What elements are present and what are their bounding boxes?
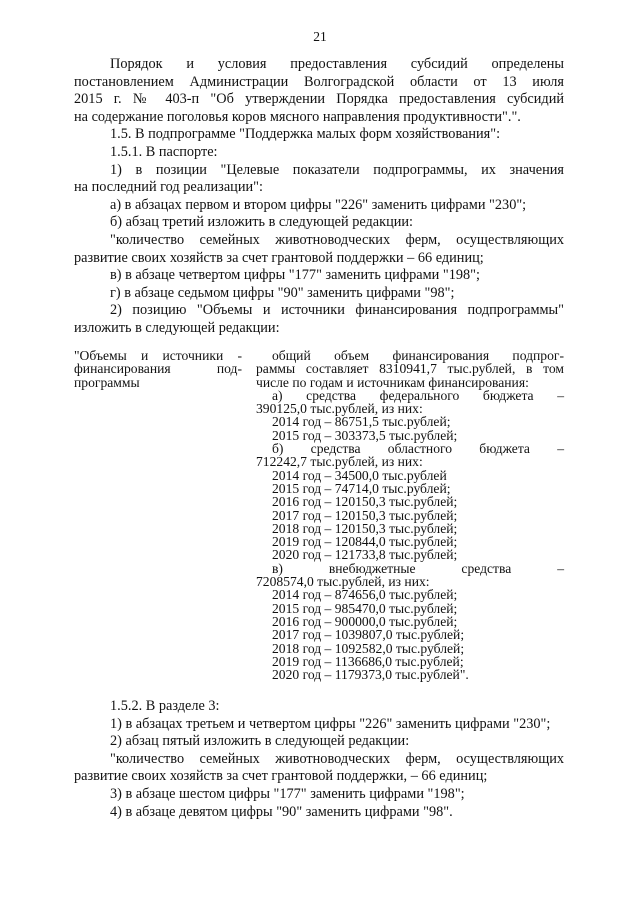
federal-funds-line: 390125,0 тыс.рублей, из них: xyxy=(256,401,423,417)
table-label-line: программы xyxy=(74,374,140,390)
table-text-line: общий объем финансирования подпрог- xyxy=(272,348,564,363)
year-row: 2014 год – 34500,0 тыс.рублей xyxy=(272,467,447,483)
quote-line: развитие своих хозяйств за счет грантовой поддержки, – 66 единиц; xyxy=(74,768,488,785)
year-row: 2015 год – 74714,0 тыс.рублей; xyxy=(272,480,451,496)
paragraph-line: на содержание поголовья коров мясного направления продуктивности".". xyxy=(74,108,521,125)
quote-line: "количество семейных животноводческих ферм, осуществляющих xyxy=(110,750,564,767)
year-row: 2015 год – 985470,0 тыс.рублей; xyxy=(272,600,458,616)
extrabudgetary-funds-line: в) внебюджетные средства – xyxy=(272,560,564,576)
year-row: 2017 год – 120150,3 тыс.рублей; xyxy=(272,507,458,523)
year-row: 2020 год – 121733,8 тыс.рублей; xyxy=(272,547,458,563)
paragraph-line: Порядок и условия предоставления субсидий определены xyxy=(110,56,564,72)
list-item-continuation: изложить в следующей редакции: xyxy=(74,319,280,336)
list-item-continuation: на последний год реализации": xyxy=(74,179,263,196)
table-text-line: раммы составляет 8310941,7 тыс.рублей, в том xyxy=(256,361,564,377)
section-heading-1-5: 1.5. В подпрограмме "Поддержка малых форм хозяйствования": xyxy=(110,126,501,143)
list-item: 2) позицию "Объемы и источники финансирования подпрограммы" xyxy=(110,302,564,319)
year-row: 2014 год – 874656,0 тыс.рублей; xyxy=(272,587,458,603)
quote-line: развитие своих хозяйств за счет грантовой поддержки – 66 единиц; xyxy=(74,249,484,266)
year-row: 2018 год – 1092582,0 тыс.рублей; xyxy=(272,640,465,656)
page-number: 21 xyxy=(313,29,327,44)
list-item: 4) в абзаце девятом цифры "90" заменить цифрами "98". xyxy=(110,803,453,820)
intro-block xyxy=(74,56,564,338)
list-subitem: г) в абзаце седьмом цифры "90" заменить цифрами "98"; xyxy=(110,284,455,301)
year-row: 2018 год – 120150,3 тыс.рублей; xyxy=(272,520,458,536)
list-item: 2) абзац пятый изложить в следующей редакции: xyxy=(110,733,410,750)
year-row: 2014 год – 86751,5 тыс.рублей; xyxy=(272,414,451,430)
year-row: 2015 год – 303373,5 тыс.рублей; xyxy=(272,427,458,443)
year-row: 2016 год – 120150,3 тыс.рублей; xyxy=(272,494,458,510)
table-label-line: "Объемы и источники - xyxy=(74,348,242,363)
section-1-5-2 xyxy=(74,698,564,821)
federal-funds-line: а) средства федерального бюджета – xyxy=(272,387,564,403)
table-left-column xyxy=(74,349,242,389)
list-subitem: в) в абзаце четвертом цифры "177" заменить цифрами "198"; xyxy=(110,267,480,284)
paragraph-line: 2015 г. № 403-п "Об утверждении Порядка предоставления субсидий xyxy=(74,91,564,108)
year-row: 2017 год – 1039807,0 тыс.рублей; xyxy=(272,627,465,643)
table-label-line: финансирования под- xyxy=(74,361,242,377)
table-text-line: числе по годам и источникам финансирования: xyxy=(256,374,529,390)
regional-funds-line: 712242,7 тыс.рублей, из них: xyxy=(256,454,423,470)
section-heading-1-5-1: 1.5.1. В паспорте: xyxy=(110,143,218,160)
year-row: 2016 год – 900000,0 тыс.рублей; xyxy=(272,613,458,629)
list-subitem: а) в абзацах первом и втором цифры "226" заменить цифрами "230"; xyxy=(110,196,527,213)
list-item: 1) в абзацах третьем и четвертом цифры "226" заменить цифрами "230"; xyxy=(110,715,551,732)
table-right-column xyxy=(256,349,564,681)
extrabudgetary-funds-line: 7208574,0 тыс.рублей, из них: xyxy=(256,574,430,590)
section-heading-1-5-2: 1.5.2. В разделе 3: xyxy=(110,698,220,714)
year-row: 2020 год – 1179373,0 тыс.рублей". xyxy=(272,667,469,683)
list-subitem: б) абзац третий изложить в следующей редакции: xyxy=(110,214,414,231)
paragraph-line: постановлением Администрации Волгоградской области от 13 июля xyxy=(74,73,564,90)
year-row: 2019 год – 120844,0 тыс.рублей; xyxy=(272,534,458,550)
list-item: 1) в позиции "Целевые показатели подпрограммы, их значения xyxy=(110,161,564,178)
regional-funds-line: б) средства областного бюджета – xyxy=(272,441,564,457)
list-item: 3) в абзаце шестом цифры "177" заменить цифрами "198"; xyxy=(110,785,465,802)
year-row: 2019 год – 1136686,0 тыс.рублей; xyxy=(272,653,464,669)
quote-line: "количество семейных животноводческих ферм, осуществляющих xyxy=(110,231,564,248)
